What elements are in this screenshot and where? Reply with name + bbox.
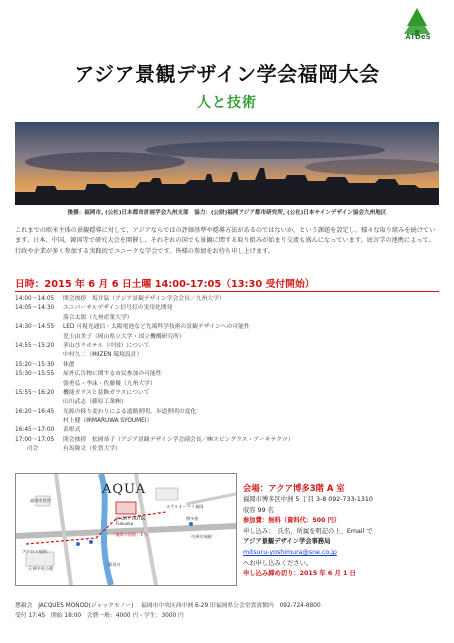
schedule-row [15, 323, 439, 332]
venue-email-link[interactable]: mitsuru-yoshimura@sne.co.jp [243, 548, 337, 556]
reception-line-1: 懇親会 JACQUES MONOD(ジャックモノー) 福岡市中央区西中洲 6-29 旧福岡県公会堂貴賓館内 092-724-8800 [15, 603, 321, 609]
schedule-row [15, 426, 439, 435]
map-label-okura: ホテルオークラ福岡 [166, 504, 204, 509]
venue-deadline: 申し込み締め切り：2015 年 6 月 1 日 [243, 570, 356, 578]
venue-apply: 申し込み： 氏名、所属を明記の上、Email で [243, 527, 373, 535]
schedule-text: 張勇弘・李沫・佐藤優（九州大学） [63, 380, 156, 387]
schedule-time [15, 417, 63, 426]
schedule-time: 15:55～16:20 [15, 389, 55, 396]
schedule-row [15, 380, 439, 389]
reception-line-2: 受付 17:45 開始 18:00 会費一般：4000 円・学生：3000 円 [15, 613, 184, 619]
map-label-river: 那珂川 [108, 562, 121, 567]
schedule-text: 光源の移り変わりによる道路照明、歩道照明の変化 [63, 408, 197, 415]
datetime-divider [15, 291, 439, 292]
schedule-row [15, 417, 439, 426]
schedule-row [15, 389, 439, 398]
venue-send: へお申し込みください。 [243, 559, 313, 567]
schedule-text: LED 可視光通信・太陽電池など先端科学技術の景観デザインへの可能性 [63, 324, 250, 331]
event-datetime: 日時：2015 年 6 月 6 日土曜 14:00-17:05（13:30 受付開始） [15, 279, 315, 290]
venue-office: アジア景観デザイン学会事務局 [243, 538, 331, 546]
map-label-blue: 「福岡の国際」1号 [111, 532, 148, 537]
schedule-time [15, 333, 63, 342]
map-label-station: 中洲川端駅 [191, 534, 212, 539]
schedule-text: 開会挨拶 坂井猛（アジア景観デザイン学会会長／九州大学） [63, 296, 225, 302]
schedule-time: 14:55～15:20 [15, 342, 55, 349]
map-label-city: 福岡市役所 [30, 498, 51, 503]
schedule-text: 児玉由美子（岡山県立大学・国立機構研究所） [63, 333, 185, 340]
page-subtitle: 人と技術 [197, 95, 257, 111]
schedule-row [15, 295, 439, 304]
schedule-time [15, 398, 63, 407]
venue-place: 会場：アクア博多3階 A 室 [243, 483, 345, 493]
schedule-row [15, 361, 439, 370]
schedule-time: 司会 [15, 446, 39, 453]
schedule-row [15, 370, 439, 379]
schedule-row [15, 333, 439, 342]
schedule-row [15, 351, 439, 360]
schedule-row [15, 408, 439, 417]
logo-text: ATDeS [405, 33, 431, 41]
schedule-time [15, 314, 63, 323]
schedule-row [15, 304, 439, 313]
sponsors-line: 後援：福岡市, (公社)日本都市計画学会九州支部 協力：(公財)福岡アジア都市研究所, (公社)日本サインデザイン協会九州地区 [67, 210, 387, 216]
schedule-row [15, 398, 439, 407]
schedule-time [15, 351, 63, 360]
schedule-text: 中村久二（㈱IZEN 環境設計） [63, 352, 143, 359]
venue-info [243, 482, 443, 580]
schedule-text: 落合太郎（九州産業大学） [63, 314, 133, 321]
schedule-text: 山川武志（藤原工業㈱） [63, 399, 127, 406]
schedule-time: 14:30～14:55 [15, 324, 55, 331]
schedule-time: 15:30～15:55 [15, 371, 55, 378]
city-skyline-photo [15, 122, 439, 205]
schedule-text: 閉会挨拶 松岡恭子（アジア景観デザイン学会副会長／㈱スピングラス・アーキテクツ） [63, 436, 294, 443]
schedule-row [15, 342, 439, 351]
schedule-text: 茅山ぴラホテル（中国）について [63, 342, 150, 349]
schedule-time: 16:45～17:00 [15, 427, 55, 434]
schedule-text: 休憩 [63, 361, 75, 368]
page-title: アジア景観デザイン学会福岡大会 [74, 62, 380, 86]
schedule-text: 機能ガラスと装飾ガラスについて [63, 389, 150, 396]
schedule-time: 17:00～17:05 [15, 436, 55, 443]
schedule-text: 有馬隆文（佐賀大学） [63, 446, 121, 453]
schedule-time: 14:00～14:05 [15, 296, 55, 302]
schedule-row [15, 436, 439, 445]
map-label-hotel: JP CITY HOTEL Fukuoka [116, 516, 146, 526]
venue-fee: 参加費：無料（資料代：500 円） [243, 517, 341, 525]
aqua-logo: AQUA [102, 482, 146, 497]
map-label-park: 天神中央公園 [28, 566, 54, 571]
schedule-text: 屋外広告物に関する市民参加の可能性 [63, 371, 162, 378]
venue-capacity: 収容 99 名 [243, 506, 274, 514]
program-schedule [15, 295, 439, 455]
venue-address: 福岡市博多区中洲 5 丁目 3-8 092-733-1310 [243, 496, 373, 503]
schedule-text: ユニバーサルデザイン信号灯の実用化開発 [63, 305, 173, 312]
schedule-text: 表彰式 [63, 427, 81, 434]
reception-info [15, 601, 445, 621]
map-label-bldg2: アクロス福岡 [22, 549, 47, 554]
intro-paragraph: これまでの欧米主体の景観穏導に対して、アジアならではの評価基準や穏導方法があるのではないか、という課題を設定し、様々な取り組みを続けています。日本、中国、韓国等で研究大会を開催し、それぞれの国でも景観に関する取り組みが始まり交流も盛んになっています。底言学の連携によって、行政や企業が多く参加する実践的でユニークな学会です。皆様の参加をお待ち申し上げます。 [15, 227, 436, 255]
venue-map [15, 473, 237, 586]
schedule-time: 16:20～16:45 [15, 408, 55, 415]
map-label-building: 博多座 [186, 516, 199, 521]
schedule-time: 15:20～15:30 [15, 361, 55, 368]
schedule-row [15, 314, 439, 323]
schedule-time: 14:05～14:30 [15, 305, 55, 312]
schedule-text: 村上健（㈱MARUWA SYOUMEI） [63, 418, 153, 425]
schedule-time [15, 380, 63, 389]
schedule-row [15, 445, 439, 454]
